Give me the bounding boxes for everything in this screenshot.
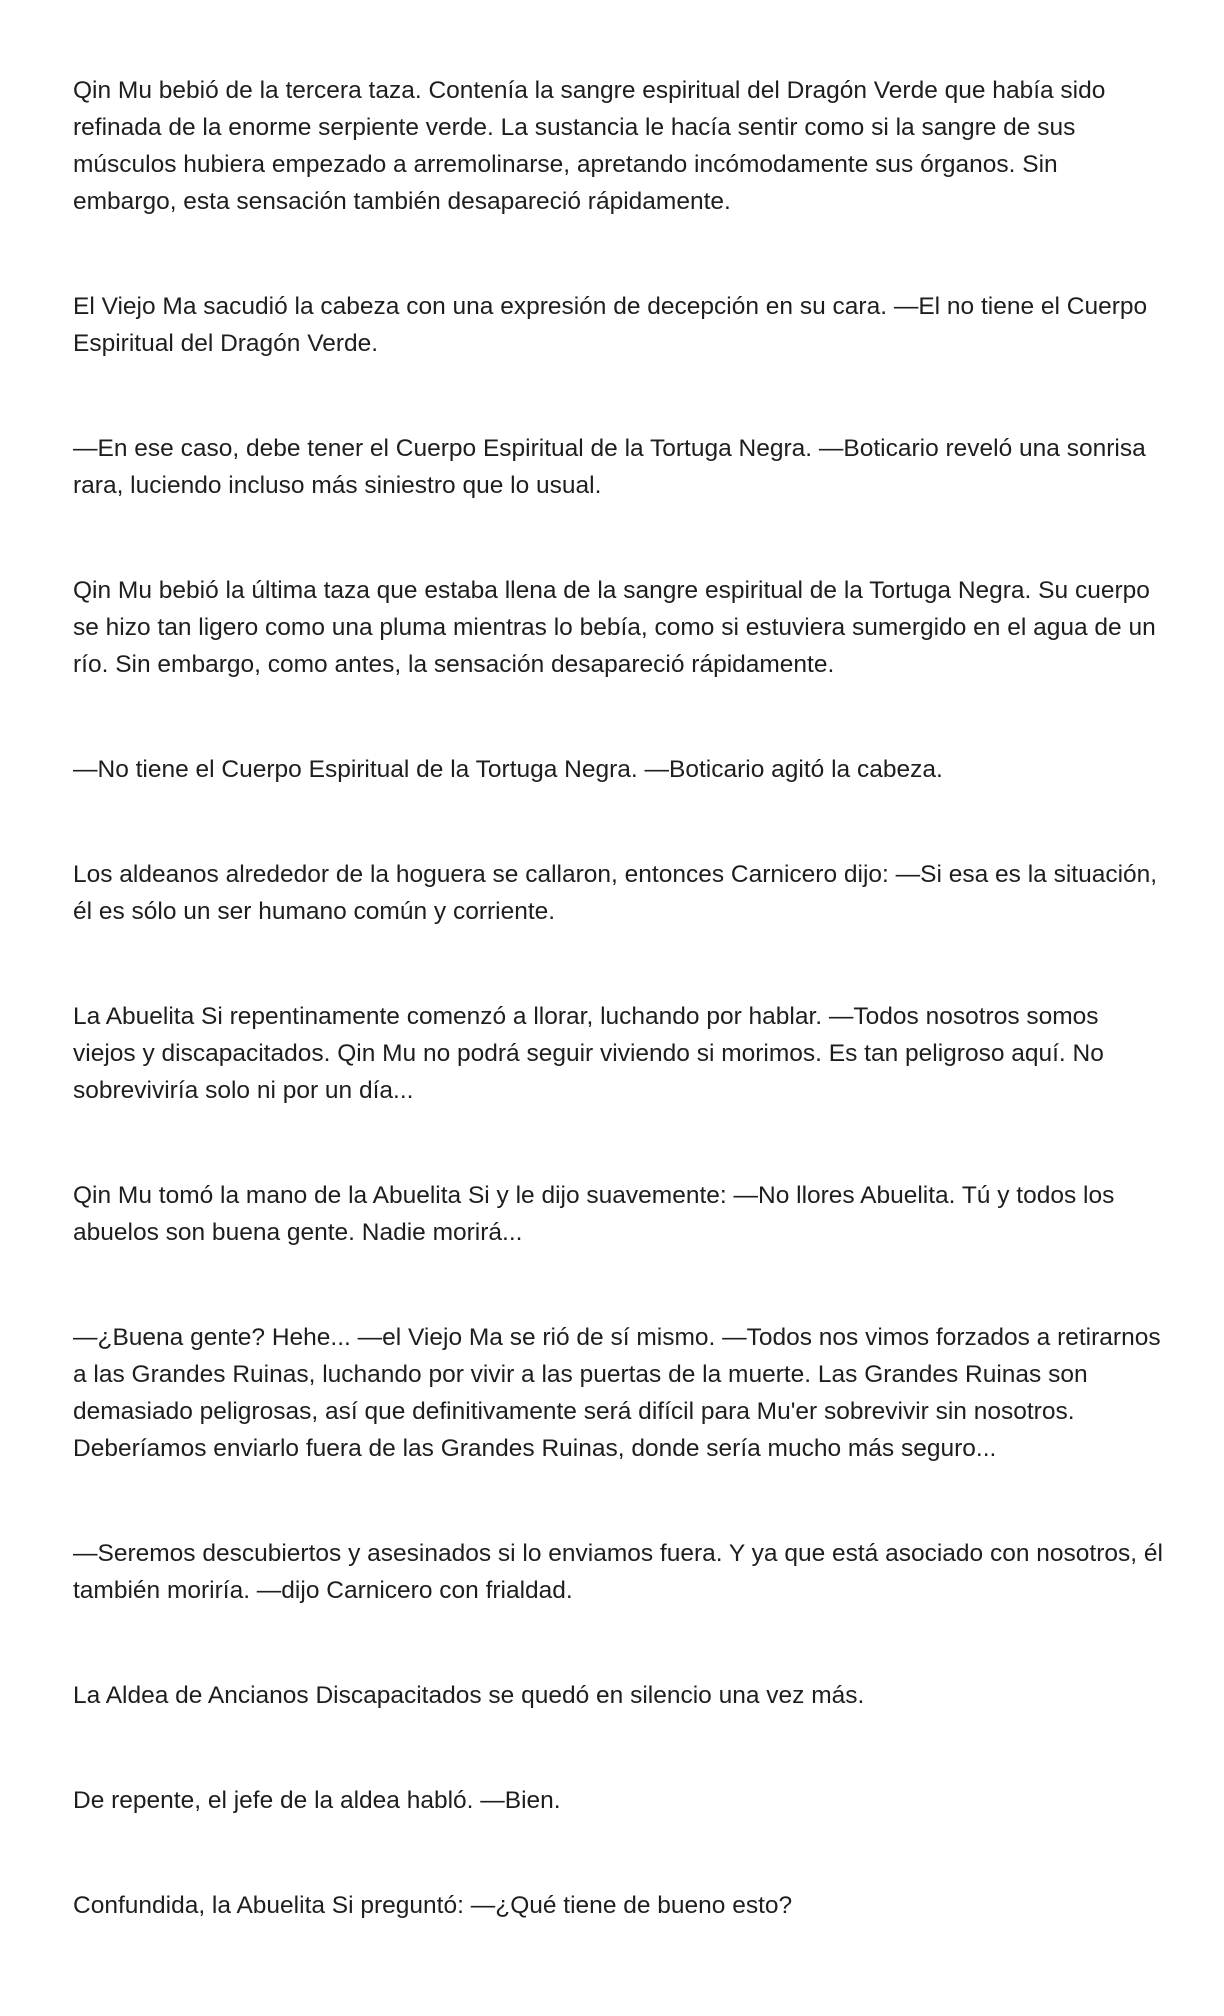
paragraph-1: Qin Mu bebió de la tercera taza. Contenía la sangre espiritual del Dragón Verde que había sido refinada de la enorme serpiente verde. La sustancia le hacía sentir como si la sangre de sus músculos hubiera empezado a arremolinarse, apretando incómodamente sus órganos. Sin embargo, esta sensación también desapareció rápidamente. [73,77,1106,215]
paragraph-3: —En ese caso, debe tener el Cuerpo Espiritual de la Tortuga Negra. —Boticario reveló una sonrisa rara, luciendo incluso más siniestro que lo usual. [73,435,1146,499]
paragraph-12: De repente, el jefe de la aldea habló. —Bien. [73,1787,561,1814]
paragraph-2: El Viejo Ma sacudió la cabeza con una expresión de decepción en su cara. —El no tiene el Cuerpo Espiritual del Dragón Verde. [73,293,1148,357]
paragraph-9: —¿Buena gente? Hehe... —el Viejo Ma se rió de sí mismo. —Todos nos vimos forzados a retirarnos a las Grandes Ruinas, luchando por vivir a las puertas de la muerte. Las Grandes Ruinas son demasiado peligrosas, así que definitivamente será difícil para Mu'er sobrevivir sin nosotros. Deberíamos enviarlo fuera de las Grandes Ruinas, donde sería mucho más seguro... [73,1324,1161,1462]
paragraph-10: —Seremos descubiertos y asesinados si lo enviamos fuera. Y ya que está asociado con nosotros, él también moriría. —dijo Carnicero con frialdad. [73,1540,1163,1604]
paragraph-7: La Abuelita Si repentinamente comenzó a llorar, luchando por hablar. —Todos nosotros somos viejos y discapacitados. Qin Mu no podrá seguir viviendo si morimos. Es tan peligroso aquí. No sobreviviría solo ni por un día... [73,1003,1104,1104]
paragraph-4: Qin Mu bebió la última taza que estaba llena de la sangre espiritual de la Tortuga Negra. Su cuerpo se hizo tan ligero como una pluma mientras lo bebía, como si estuviera sumergido en el agua de un río. Sin embargo, como antes, la sensación desapareció rápidamente. [73,577,1156,678]
paragraph-5: —No tiene el Cuerpo Espiritual de la Tortuga Negra. —Boticario agitó la cabeza. [73,756,943,783]
paragraph-13: Confundida, la Abuelita Si preguntó: —¿Qué tiene de bueno esto? [73,1892,793,1919]
document-page [73,72,1163,1992]
paragraph-11: La Aldea de Ancianos Discapacitados se quedó en silencio una vez más. [73,1682,865,1709]
paragraph-8: Qin Mu tomó la mano de la Abuelita Si y le dijo suavemente: —No llores Abuelita. Tú y todos los abuelos son buena gente. Nadie morirá... [73,1182,1115,1246]
paragraph-6: Los aldeanos alrededor de la hoguera se callaron, entonces Carnicero dijo: —Si esa es la situación, él es sólo un ser humano común y corriente. [73,861,1158,925]
